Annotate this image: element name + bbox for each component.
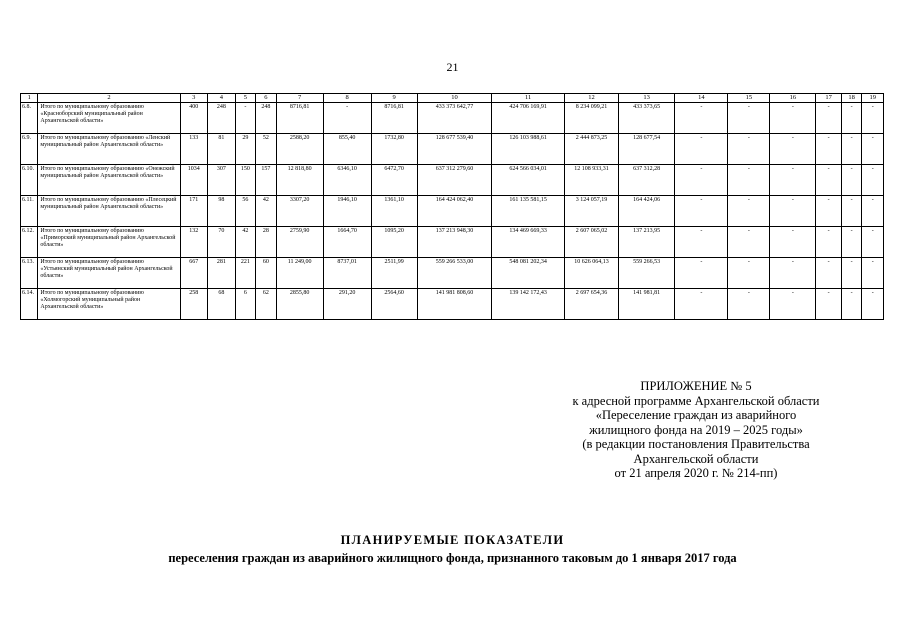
column-header: 1	[21, 94, 38, 103]
value-cell: 2 607 065,02	[564, 227, 618, 258]
value-cell: 12 108 933,31	[564, 165, 618, 196]
value-cell: 258	[180, 289, 208, 320]
table-row	[21, 289, 884, 320]
value-cell: -	[862, 258, 884, 289]
column-header: 15	[728, 94, 770, 103]
value-cell: 52	[256, 134, 276, 165]
column-header: 3	[180, 94, 208, 103]
value-cell: -	[675, 103, 728, 134]
appendix-line: к адресной программе Архангельской области	[572, 393, 820, 408]
value-cell: -	[675, 289, 728, 320]
value-cell: -	[816, 227, 842, 258]
value-cell: 1732,80	[371, 134, 417, 165]
municipality-name-cell: Итого по муниципальному образованию «Ленский муниципальный район Архангельской области»	[38, 134, 180, 165]
column-header: 2	[38, 94, 180, 103]
value-cell: 307	[208, 165, 236, 196]
value-cell: 81	[208, 134, 236, 165]
value-cell: -	[862, 289, 884, 320]
value-cell: -	[770, 103, 816, 134]
value-cell: -	[816, 289, 842, 320]
table-body	[21, 103, 884, 320]
value-cell: 8716,81	[276, 103, 323, 134]
value-cell: 433 373,65	[619, 103, 675, 134]
value-cell: -	[841, 134, 861, 165]
value-cell: 6	[235, 289, 255, 320]
value-cell: -	[862, 134, 884, 165]
value-cell: 98	[208, 196, 236, 227]
value-cell: -	[770, 258, 816, 289]
value-cell: -	[816, 103, 842, 134]
column-header: 8	[323, 94, 371, 103]
value-cell: -	[770, 227, 816, 258]
value-cell: -	[675, 165, 728, 196]
municipality-name-cell: Итого по муниципальному образованию «Холмогорский муниципальный район Архангельской области»	[38, 289, 180, 320]
municipality-name-cell: Итого по муниципальному образованию «Плесецкий муниципальный район Архангельской области»	[38, 196, 180, 227]
value-cell: 134 469 669,33	[492, 227, 565, 258]
value-cell: 8716,81	[371, 103, 417, 134]
appendix-line: (в редакции постановления Правительства	[582, 437, 810, 451]
table-row	[21, 258, 884, 289]
municipality-name-cell: Итого по муниципальному образованию «Красноборский муниципальный район Архангельской области»	[38, 103, 180, 134]
value-cell: 28	[256, 227, 276, 258]
value-cell: -	[816, 165, 842, 196]
table-row	[21, 165, 884, 196]
table-row	[21, 227, 884, 258]
value-cell: -	[323, 103, 371, 134]
value-cell: 141 981,81	[619, 289, 675, 320]
value-cell: 624 566 034,01	[492, 165, 565, 196]
value-cell: -	[728, 289, 770, 320]
column-header: 18	[841, 94, 861, 103]
value-cell: -	[675, 227, 728, 258]
row-number-cell: 6.11.	[21, 196, 38, 227]
column-header: 9	[371, 94, 417, 103]
row-number-cell: 6.14.	[21, 289, 38, 320]
value-cell: 137 213 948,30	[417, 227, 492, 258]
value-cell: 42	[256, 196, 276, 227]
value-cell: 164 424 062,40	[417, 196, 492, 227]
value-cell: 2855,80	[276, 289, 323, 320]
value-cell: 6346,10	[323, 165, 371, 196]
value-cell: 637 312,28	[619, 165, 675, 196]
municipality-name-cell: Итого по муниципальному образованию «Устьянский муниципальный район Архангельской области»	[38, 258, 180, 289]
value-cell: 1664,70	[323, 227, 371, 258]
value-cell: -	[841, 165, 861, 196]
value-cell: 1034	[180, 165, 208, 196]
value-cell: 128 677 539,40	[417, 134, 492, 165]
value-cell: -	[728, 103, 770, 134]
value-cell: 1361,10	[371, 196, 417, 227]
column-header: 19	[862, 94, 884, 103]
value-cell: -	[728, 165, 770, 196]
value-cell: 62	[256, 289, 276, 320]
column-header: 13	[619, 94, 675, 103]
value-cell: 2759,90	[276, 227, 323, 258]
value-cell: -	[675, 258, 728, 289]
value-cell: -	[862, 227, 884, 258]
municipality-name-cell: Итого по муниципальному образованию «Приморский муниципальный район Архангельской области»	[38, 227, 180, 258]
appendix-line: Архангельской области	[633, 451, 759, 466]
value-cell: -	[841, 227, 861, 258]
document-title: ПЛАНИРУЕМЫЕ ПОКАЗАТЕЛИ	[340, 533, 565, 547]
value-cell: 559 266 533,00	[417, 258, 492, 289]
value-cell: 2511,99	[371, 258, 417, 289]
table-row	[21, 196, 884, 227]
appendix-line: жилищного фонда на 2019 – 2025 годы»	[589, 422, 803, 437]
value-cell: -	[816, 134, 842, 165]
value-cell: 70	[208, 227, 236, 258]
value-cell: 424 706 169,91	[492, 103, 565, 134]
value-cell: 133	[180, 134, 208, 165]
value-cell: -	[675, 134, 728, 165]
table-header-row	[21, 94, 884, 103]
row-number-cell: 6.8.	[21, 103, 38, 134]
value-cell: -	[770, 196, 816, 227]
row-number-cell: 6.9.	[21, 134, 38, 165]
value-cell: -	[841, 103, 861, 134]
value-cell: -	[728, 227, 770, 258]
value-cell: 248	[208, 103, 236, 134]
value-cell: 12 818,80	[276, 165, 323, 196]
value-cell: 1095,20	[371, 227, 417, 258]
value-cell: -	[841, 289, 861, 320]
row-number-cell: 6.13.	[21, 258, 38, 289]
value-cell: 128 677,54	[619, 134, 675, 165]
value-cell: -	[770, 165, 816, 196]
value-cell: 137 213,95	[619, 227, 675, 258]
column-header: 5	[235, 94, 255, 103]
value-cell: -	[235, 103, 255, 134]
column-header: 16	[770, 94, 816, 103]
value-cell: -	[841, 258, 861, 289]
column-header: 14	[675, 94, 728, 103]
appendix-caption	[531, 379, 861, 481]
value-cell: 126 103 988,61	[492, 134, 565, 165]
value-cell: 60	[256, 258, 276, 289]
value-cell: 157	[256, 165, 276, 196]
value-cell: 11 249,00	[276, 258, 323, 289]
value-cell: 281	[208, 258, 236, 289]
table-row	[21, 103, 884, 134]
value-cell: -	[770, 289, 816, 320]
value-cell: 2588,20	[276, 134, 323, 165]
page-number: 21	[446, 60, 459, 74]
value-cell: 68	[208, 289, 236, 320]
value-cell: -	[816, 196, 842, 227]
row-number-cell: 6.12.	[21, 227, 38, 258]
value-cell: 3 124 057,19	[564, 196, 618, 227]
value-cell: 855,40	[323, 134, 371, 165]
table-row	[21, 134, 884, 165]
value-cell: 2 444 873,25	[564, 134, 618, 165]
row-number-cell: 6.10.	[21, 165, 38, 196]
value-cell: 141 981 808,60	[417, 289, 492, 320]
column-header: 7	[276, 94, 323, 103]
indicators-table	[20, 93, 884, 320]
value-cell: 150	[235, 165, 255, 196]
value-cell: 8 234 099,21	[564, 103, 618, 134]
municipality-name-cell: Итого по муниципальному образованию «Онежский муниципальный район Архангельской области»	[38, 165, 180, 196]
value-cell: -	[862, 103, 884, 134]
value-cell: 291,20	[323, 289, 371, 320]
value-cell: 667	[180, 258, 208, 289]
column-header: 11	[492, 94, 565, 103]
value-cell: 548 081 202,34	[492, 258, 565, 289]
value-cell: 433 373 642,77	[417, 103, 492, 134]
appendix-line: «Переселение граждан из аварийного	[595, 408, 797, 422]
column-header: 12	[564, 94, 618, 103]
value-cell: 161 135 581,15	[492, 196, 565, 227]
appendix-title: ПРИЛОЖЕНИЕ № 5	[640, 379, 752, 393]
value-cell: 139 142 172,43	[492, 289, 565, 320]
value-cell: 8737,01	[323, 258, 371, 289]
value-cell: -	[816, 258, 842, 289]
value-cell: 559 266,53	[619, 258, 675, 289]
value-cell: 6472,70	[371, 165, 417, 196]
value-cell: 2 697 654,36	[564, 289, 618, 320]
column-header: 17	[816, 94, 842, 103]
value-cell: 221	[235, 258, 255, 289]
value-cell: -	[675, 196, 728, 227]
value-cell: 10 626 064,13	[564, 258, 618, 289]
value-cell: -	[728, 134, 770, 165]
value-cell: 56	[235, 196, 255, 227]
value-cell: 164 424,06	[619, 196, 675, 227]
value-cell: 1946,10	[323, 196, 371, 227]
value-cell: 3307,20	[276, 196, 323, 227]
document-subtitle: переселения граждан из аварийного жилищного фонда, признанного таковым до 1 января 2017 года	[168, 551, 737, 565]
column-header: 10	[417, 94, 492, 103]
value-cell: -	[728, 196, 770, 227]
value-cell: 29	[235, 134, 255, 165]
value-cell: -	[770, 134, 816, 165]
value-cell: 2564,60	[371, 289, 417, 320]
value-cell: 171	[180, 196, 208, 227]
value-cell: 637 312 279,60	[417, 165, 492, 196]
value-cell: 400	[180, 103, 208, 134]
value-cell: -	[728, 258, 770, 289]
value-cell: -	[862, 165, 884, 196]
value-cell: -	[841, 196, 861, 227]
value-cell: 132	[180, 227, 208, 258]
value-cell: -	[862, 196, 884, 227]
column-header: 4	[208, 94, 236, 103]
column-header: 6	[256, 94, 276, 103]
value-cell: 248	[256, 103, 276, 134]
value-cell: 42	[235, 227, 255, 258]
appendix-line: от 21 апреля 2020 г. № 214-пп)	[614, 466, 778, 480]
